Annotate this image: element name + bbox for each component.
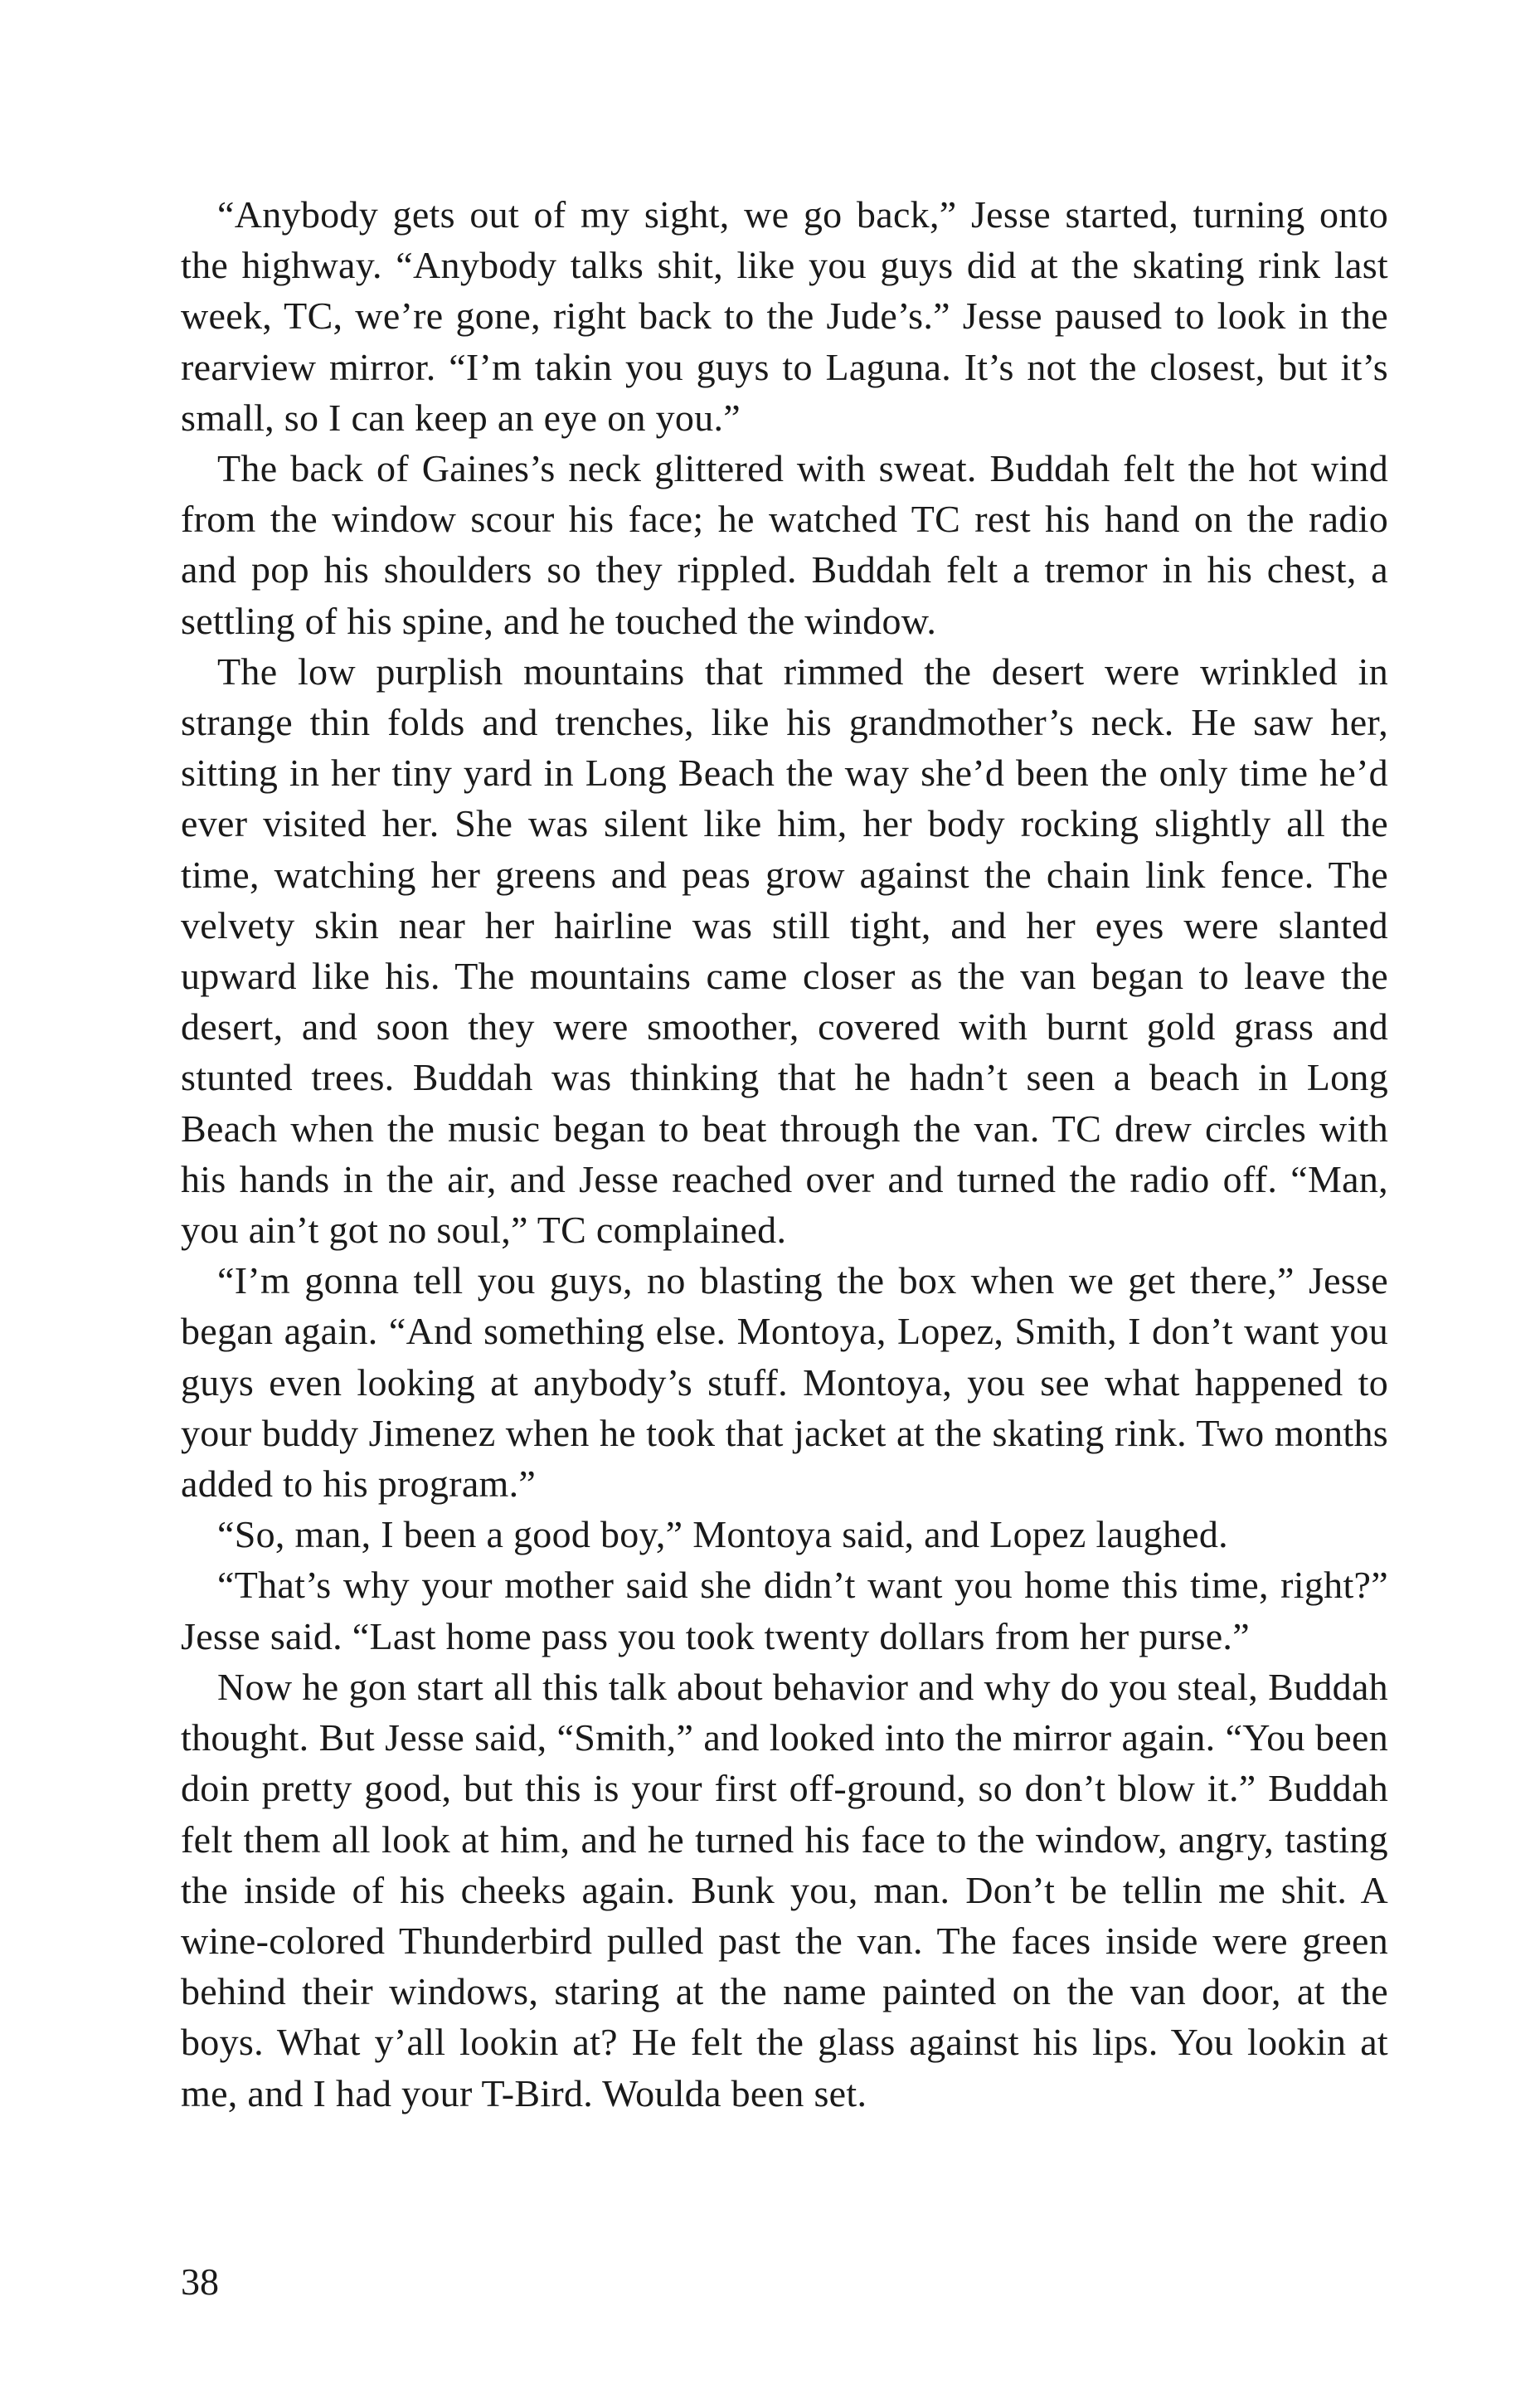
paragraph-1: “Anybody gets out of my sight, we go back,” Jesse started, turning onto the highway. “Anybody talks shit, like you guys did at the skating rink last week, TC, we’re gone, right back to the Jude’s.” Jesse paused to look in the rearview mirror. “I’m takin you guys to Laguna. It’s not the closest, but it’s small, so I can keep an eye on you.”	[181, 193, 1388, 439]
paragraph-7: Now he gon start all this talk about behavior and why do you steal, Buddah thought. But Jesse said, “Smith,” and looked into the mirror again. “You been doin pretty good, but this is your first off-ground, so don’t blow it.” Buddah felt them all look at him, and he turned his face to the window, angry, tasting the inside of his cheeks again. Bunk you, man. Don’t be tellin me shit. A wine-colored Thunderbird pulled past the van. The faces inside were green behind their windows, staring at the name painted on the van door, at the boys. What y’all lookin at? He felt the glass against his lips. You lookin at me, and I had your T-Bird. Woulda been set.	[181, 1665, 1388, 2114]
paragraph-3: The low purplish mountains that rimmed the desert were wrinkled in strange thin folds and trenches, like his grandmother’s neck. He saw her, sitting in her tiny yard in Long Beach the way she’d been the only time he’d ever visited her. She was silent like him, her body rocking slightly all the time, watching her greens and peas grow against the chain link fence. The velvety skin near her hairline was still tight, and her eyes were slanted upward like his. The mountains came closer as the van began to leave the desert, and soon they were smoother, covered with burnt gold grass and stunted trees. Buddah was thinking that he hadn’t seen a beach in Long Beach when the music began to beat through the van. TC drew circles with his hands in the air, and Jesse reached over and turned the radio off. “Man, you ain’t got no soul,” TC complained.	[181, 650, 1388, 1252]
paragraph-2: The back of Gaines’s neck glittered with sweat. Buddah felt the hot wind from the window scour his face; he watched TC rest his hand on the radio and pop his shoulders so they rippled. Buddah felt a tremor in his chest, a settling of his spine, and he touched the window.	[181, 447, 1388, 642]
page-number: 38	[181, 2260, 219, 2303]
paragraph-5: “So, man, I been a good boy,” Montoya said, and Lopez laughed.	[217, 1513, 1228, 1556]
body-text	[181, 189, 1388, 2119]
paragraph-4: “I’m gonna tell you guys, no blasting the box when we get there,” Jesse began again. “And something else. Montoya, Lopez, Smith, I don’t want you guys even looking at anybody’s stuff. Montoya, you see what happened to your buddy Jimenez when he took that jacket at the skating rink. Two months added to his program.”	[181, 1259, 1388, 1506]
paragraph-6: “That’s why your mother said she didn’t want you home this time, right?” Jesse said. “Last home pass you took twenty dollars from her purse.”	[181, 1564, 1388, 1657]
